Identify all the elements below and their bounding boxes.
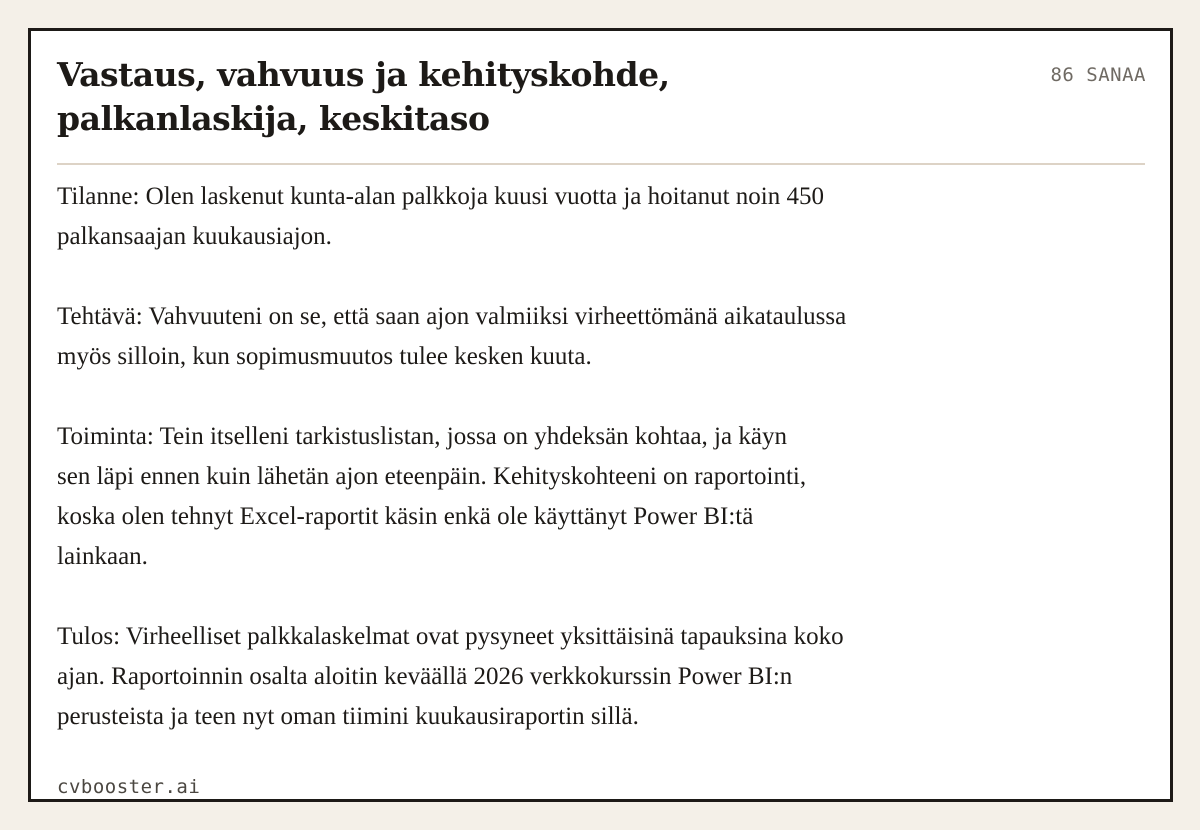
text-line: Tilanne: Olen laskenut kunta-alan palkkoja kuusi vuotta ja hoitanut noin 450 bbox=[57, 183, 825, 210]
answer-text bbox=[57, 177, 1037, 737]
word-count-badge: 86 SANAA bbox=[1050, 64, 1146, 86]
brand-footer: cvbooster.ai bbox=[57, 776, 201, 798]
text-line: Toiminta: Tein itselleni tarkistuslistan, jossa on yhdeksän kohtaa, ja käyn bbox=[57, 423, 787, 450]
text-line: sen läpi ennen kuin lähetän ajon eteenpäin. Kehityskohteeni on raportointi, bbox=[57, 463, 807, 490]
text-line: lainkaan. bbox=[57, 543, 148, 570]
text-line: Tulos: Virheelliset palkkalaskelmat ovat pysyneet yksittäisinä tapauksina koko bbox=[57, 623, 844, 650]
situation-paragraph bbox=[57, 177, 1037, 257]
text-line: palkansaajan kuukausiajon. bbox=[57, 223, 332, 250]
text-line: ajan. Raportoinnin osalta aloitin keväällä 2026 verkkokurssin Power BI:n bbox=[57, 663, 793, 690]
task-paragraph bbox=[57, 297, 1037, 377]
text-line: koska olen tehnyt Excel-raportit käsin enkä ole käyttänyt Power BI:tä bbox=[57, 503, 754, 530]
card-header bbox=[57, 53, 1145, 165]
text-line: Tehtävä: Vahvuuteni on se, että saan ajon valmiiksi virheettömänä aikataulussa bbox=[57, 303, 847, 330]
card-title-line-2: palkanlaskija, keskitaso bbox=[57, 99, 490, 138]
action-paragraph bbox=[57, 417, 1037, 577]
card-title-line-1: Vastaus, vahvuus ja kehityskohde, bbox=[57, 55, 670, 94]
text-line: perusteista ja teen nyt oman tiimini kuukausiraportin sillä. bbox=[57, 703, 639, 730]
text-line: myös silloin, kun sopimusmuutos tulee kesken kuuta. bbox=[57, 343, 592, 370]
card-title bbox=[57, 53, 777, 141]
answer-card bbox=[28, 28, 1173, 802]
result-paragraph bbox=[57, 617, 1037, 737]
